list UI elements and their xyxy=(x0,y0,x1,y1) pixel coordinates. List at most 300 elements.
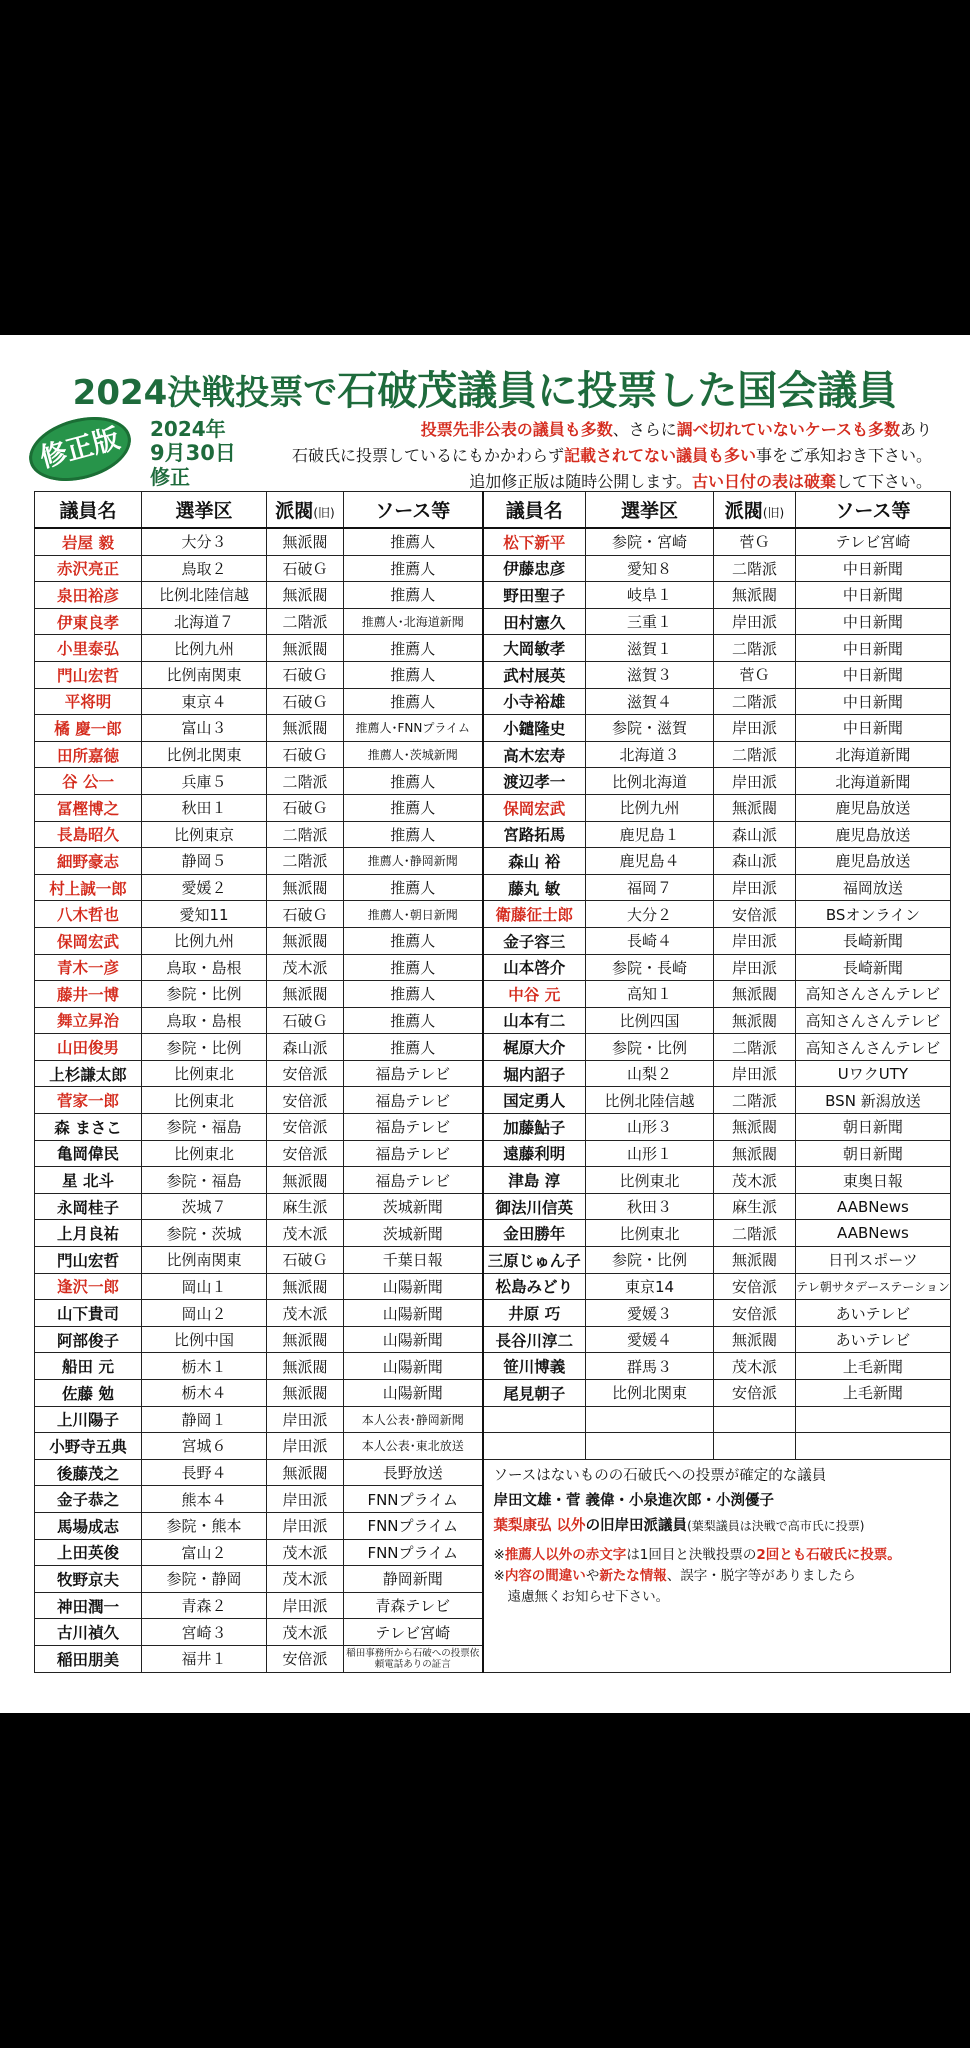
member-source: 推薦人 xyxy=(344,1034,483,1061)
box-text: ※ xyxy=(493,1546,505,1563)
member-faction: 二階派 xyxy=(714,1220,796,1247)
member-district: 比例九州 xyxy=(586,794,714,821)
member-district: 長崎４ xyxy=(586,927,714,954)
member-district: 静岡５ xyxy=(142,848,267,875)
note-emph: 古い日付の表は破棄 xyxy=(691,472,836,491)
member-district: 滋賀１ xyxy=(586,635,714,662)
member-faction: 無派閥 xyxy=(267,874,344,901)
box-text: の旧岸田派議員 xyxy=(585,1517,688,1534)
member-faction: 菅Ｇ xyxy=(714,661,796,688)
header-faction-sub: (旧) xyxy=(762,506,785,520)
member-source: 長崎新聞 xyxy=(796,927,951,954)
member-faction: 安倍派 xyxy=(714,901,796,928)
member-name: 上川陽子 xyxy=(35,1406,142,1433)
member-name: 小鑓隆史 xyxy=(483,715,586,742)
table-row xyxy=(35,741,951,768)
box-text: (葉梨議員は決戦で高市氏に投票) xyxy=(687,1518,865,1533)
member-name: 田所嘉徳 xyxy=(35,741,142,768)
member-faction: 茂木派 xyxy=(267,1220,344,1247)
member-faction: 茂木派 xyxy=(267,1566,344,1593)
member-source: 北海道新聞 xyxy=(796,768,951,795)
member-source: BSN 新潟放送 xyxy=(796,1087,951,1114)
member-faction: 無派閥 xyxy=(714,1140,796,1167)
member-source: 静岡新聞 xyxy=(344,1566,483,1593)
member-source: テレビ宮崎 xyxy=(796,528,951,555)
table-row xyxy=(35,768,951,795)
member-district: 秋田３ xyxy=(586,1193,714,1220)
member-faction: 石破Ｇ xyxy=(267,555,344,582)
member-name: 山本啓介 xyxy=(483,954,586,981)
member-district: 静岡１ xyxy=(142,1406,267,1433)
table-row xyxy=(35,874,951,901)
member-name: 馬場成志 xyxy=(35,1512,142,1539)
header-district: 選挙区 xyxy=(142,492,267,529)
table-row xyxy=(35,1220,951,1247)
member-name: 笹川博義 xyxy=(483,1353,586,1380)
table-row xyxy=(35,1193,951,1220)
member-district: 山梨２ xyxy=(586,1060,714,1087)
member-district: 参院・比例 xyxy=(142,1034,267,1061)
empty-cell xyxy=(796,1433,951,1460)
member-source: 鹿児島放送 xyxy=(796,794,951,821)
member-district: 岡山２ xyxy=(142,1300,267,1327)
member-district: 長野４ xyxy=(142,1459,267,1486)
header-faction xyxy=(267,492,344,529)
member-source: 推薦人 xyxy=(344,794,483,821)
member-faction: 無派閥 xyxy=(714,1007,796,1034)
member-source: 福島テレビ xyxy=(344,1167,483,1194)
box-emph: 2回とも石破氏に投票。 xyxy=(756,1546,901,1563)
member-source: 推薦人 xyxy=(344,661,483,688)
member-faction: 無派閥 xyxy=(267,635,344,662)
member-faction: 二階派 xyxy=(714,1034,796,1061)
member-faction: 二階派 xyxy=(267,608,344,635)
table-row xyxy=(35,1326,951,1353)
member-district: 比例東北 xyxy=(142,1060,267,1087)
member-name: 三原じゅん子 xyxy=(483,1247,586,1274)
table-row xyxy=(35,1273,951,1300)
member-faction: 石破Ｇ xyxy=(267,688,344,715)
member-district: 参院・滋賀 xyxy=(586,715,714,742)
member-district: 比例東北 xyxy=(142,1140,267,1167)
note-emph: 調べ切れていないケースも多数 xyxy=(676,420,900,439)
member-source: UワクUTY xyxy=(796,1060,951,1087)
member-source: 中日新聞 xyxy=(796,715,951,742)
note-text: 石破氏に投票しているにもかかわらず xyxy=(291,446,564,465)
member-name: 上杉謙太郎 xyxy=(35,1060,142,1087)
member-faction: 二階派 xyxy=(714,1087,796,1114)
box-line-1: ソースはないものの石破氏への投票が確定的な議員 xyxy=(493,1467,827,1484)
member-name: 国定勇人 xyxy=(483,1087,586,1114)
member-district: 比例九州 xyxy=(142,927,267,954)
member-source: 推薦人 xyxy=(344,635,483,662)
member-name: 梶原大介 xyxy=(483,1034,586,1061)
empty-cell xyxy=(483,1433,586,1460)
member-name: 逢沢一郎 xyxy=(35,1273,142,1300)
box-line-5 xyxy=(494,1566,940,1587)
member-source: 福島テレビ xyxy=(344,1087,483,1114)
note-line-1 xyxy=(232,417,932,443)
table-row xyxy=(35,1007,951,1034)
member-source: 青森テレビ xyxy=(344,1592,483,1619)
member-name: 佐藤 勉 xyxy=(35,1380,142,1407)
member-source: 中日新聞 xyxy=(796,661,951,688)
table-row xyxy=(35,981,951,1008)
member-district: 宮崎３ xyxy=(142,1619,267,1646)
member-faction: 安倍派 xyxy=(267,1645,344,1672)
member-faction: 無派閥 xyxy=(267,1353,344,1380)
header-faction-right xyxy=(714,492,796,529)
member-source: 推薦人 xyxy=(344,927,483,954)
box-line-6: 遠慮無くお知らせ下さい。 xyxy=(507,1588,670,1605)
member-district: 愛知８ xyxy=(586,555,714,582)
table-row xyxy=(35,1247,951,1274)
member-faction: 石破Ｇ xyxy=(267,741,344,768)
table-row xyxy=(35,1380,951,1407)
member-source: 推薦人 xyxy=(344,821,483,848)
table-row xyxy=(35,715,951,742)
member-name: 松下新平 xyxy=(483,528,586,555)
member-source: 茨城新聞 xyxy=(344,1193,483,1220)
member-district: 群馬３ xyxy=(586,1353,714,1380)
member-name: 藤井一博 xyxy=(35,981,142,1008)
table-row xyxy=(35,528,951,555)
member-name: 堀内詔子 xyxy=(483,1060,586,1087)
member-source: 上毛新聞 xyxy=(796,1380,951,1407)
member-source: 福島テレビ xyxy=(344,1114,483,1141)
member-name: 加藤鮎子 xyxy=(483,1114,586,1141)
member-source: テレ朝サタデーステーション xyxy=(796,1273,951,1300)
member-faction: 岸田派 xyxy=(714,768,796,795)
member-name: 八木哲也 xyxy=(35,901,142,928)
member-source: 茨城新聞 xyxy=(344,1220,483,1247)
member-faction: 二階派 xyxy=(267,768,344,795)
member-name: 舞立昇治 xyxy=(35,1007,142,1034)
table-row xyxy=(35,794,951,821)
member-name: 橘 慶一郎 xyxy=(35,715,142,742)
empty-cell xyxy=(714,1406,796,1433)
member-name: 金田勝年 xyxy=(483,1220,586,1247)
member-faction: 麻生派 xyxy=(714,1193,796,1220)
member-name: 星 北斗 xyxy=(35,1167,142,1194)
member-faction: 岸田派 xyxy=(267,1406,344,1433)
note-text: して下さい。 xyxy=(835,472,932,491)
member-district: 比例東京 xyxy=(142,821,267,848)
member-faction: 無派閥 xyxy=(714,794,796,821)
member-name: 谷 公一 xyxy=(35,768,142,795)
member-source: AABNews xyxy=(796,1193,951,1220)
member-name: 長島昭久 xyxy=(35,821,142,848)
member-faction: 岸田派 xyxy=(267,1592,344,1619)
member-district: 滋賀４ xyxy=(586,688,714,715)
member-name: 後藤茂之 xyxy=(35,1459,142,1486)
table-row xyxy=(35,1087,951,1114)
member-faction: 麻生派 xyxy=(267,1193,344,1220)
member-source: 日刊スポーツ xyxy=(796,1247,951,1274)
member-faction: 岸田派 xyxy=(267,1512,344,1539)
member-faction: 安倍派 xyxy=(267,1087,344,1114)
member-source: 推薦人 xyxy=(344,582,483,609)
box-emph: 内容の間違い xyxy=(504,1567,586,1584)
member-faction: 無派閥 xyxy=(267,1167,344,1194)
header-source: ソース等 xyxy=(344,492,483,529)
table-row xyxy=(35,1353,951,1380)
member-faction: 茂木派 xyxy=(267,1539,344,1566)
member-source: 北海道新聞 xyxy=(796,741,951,768)
member-district: 比例北陸信越 xyxy=(142,582,267,609)
note-text: 追加修正版は随時公開します。 xyxy=(469,472,692,491)
member-faction: 二階派 xyxy=(267,821,344,848)
member-faction: 無派閥 xyxy=(267,1326,344,1353)
member-name: 長谷川淳二 xyxy=(483,1326,586,1353)
member-district: 比例南関東 xyxy=(142,661,267,688)
notes-box xyxy=(483,1459,951,1672)
member-source: 推薦人 xyxy=(344,954,483,981)
member-name: 松島みどり xyxy=(483,1273,586,1300)
members-table xyxy=(34,491,951,1673)
member-faction: 無派閥 xyxy=(267,582,344,609)
date-day: 9月30日 xyxy=(150,441,236,465)
member-name: 森山 裕 xyxy=(483,848,586,875)
member-district: 参院・比例 xyxy=(142,981,267,1008)
member-name: 金子容三 xyxy=(483,927,586,954)
member-faction: 二階派 xyxy=(714,635,796,662)
table-row xyxy=(35,661,951,688)
member-source: 朝日新聞 xyxy=(796,1114,951,1141)
box-emph: 新たな情報 xyxy=(599,1567,667,1584)
member-name: 伊藤忠彦 xyxy=(483,555,586,582)
member-district: 宮城６ xyxy=(142,1433,267,1460)
member-faction: 森山派 xyxy=(267,1034,344,1061)
member-source: 推薦人 xyxy=(344,688,483,715)
member-faction: 無派閥 xyxy=(714,981,796,1008)
member-name: 中谷 元 xyxy=(483,981,586,1008)
member-district: 熊本４ xyxy=(142,1486,267,1513)
member-faction: 無派閥 xyxy=(267,1273,344,1300)
table-row xyxy=(35,927,951,954)
member-faction: 岸田派 xyxy=(714,715,796,742)
member-name: 菅家一郎 xyxy=(35,1087,142,1114)
table-row xyxy=(35,608,951,635)
box-line-2: 岸田文雄・菅 義偉・小泉進次郎・小渕優子 xyxy=(493,1492,775,1509)
empty-cell xyxy=(586,1433,714,1460)
member-faction: 二階派 xyxy=(714,555,796,582)
member-faction: 安倍派 xyxy=(714,1380,796,1407)
member-district: 滋賀３ xyxy=(586,661,714,688)
header-faction-sub: (旧) xyxy=(313,506,335,520)
member-district: 福井１ xyxy=(142,1645,267,1672)
member-name: 高木宏寿 xyxy=(483,741,586,768)
member-district: 岐阜１ xyxy=(586,582,714,609)
member-name: 山田俊男 xyxy=(35,1034,142,1061)
member-source: FNNプライム xyxy=(344,1512,483,1539)
member-source: テレビ宮崎 xyxy=(344,1619,483,1646)
member-source: あいテレビ xyxy=(796,1326,951,1353)
member-source: 推薦人 xyxy=(344,768,483,795)
member-faction: 無派閥 xyxy=(714,582,796,609)
member-source: 推薦人 xyxy=(344,528,483,555)
table-row xyxy=(35,688,951,715)
member-faction: 安倍派 xyxy=(267,1114,344,1141)
member-source: 山陽新聞 xyxy=(344,1353,483,1380)
member-source: 本人公表･静岡新聞 xyxy=(344,1406,483,1433)
member-faction: 安倍派 xyxy=(714,1273,796,1300)
member-source: 山陽新聞 xyxy=(344,1380,483,1407)
member-name: 武村展英 xyxy=(483,661,586,688)
member-name: 森 まさこ xyxy=(35,1114,142,1141)
member-district: 比例東北 xyxy=(586,1220,714,1247)
member-name: 細野豪志 xyxy=(35,848,142,875)
member-district: 栃木１ xyxy=(142,1353,267,1380)
member-name: 上田英俊 xyxy=(35,1539,142,1566)
table-row xyxy=(35,1167,951,1194)
member-faction: 無派閥 xyxy=(714,1326,796,1353)
header-faction-label: 派閥 xyxy=(724,500,763,522)
member-source: 中日新聞 xyxy=(796,688,951,715)
date-year: 2024年 xyxy=(150,417,226,441)
title-year: 2024 xyxy=(72,373,168,413)
member-name: 門山宏哲 xyxy=(35,1247,142,1274)
header-faction-label: 派閥 xyxy=(275,500,314,522)
member-faction: 無派閥 xyxy=(714,1247,796,1274)
member-source: 長崎新聞 xyxy=(796,954,951,981)
member-faction: 岸田派 xyxy=(714,927,796,954)
member-district: 鳥取２ xyxy=(142,555,267,582)
member-name: 井原 巧 xyxy=(483,1300,586,1327)
table-header xyxy=(35,492,951,529)
member-name: 神田潤一 xyxy=(35,1592,142,1619)
member-district: 山形３ xyxy=(586,1114,714,1141)
member-source: 山陽新聞 xyxy=(344,1273,483,1300)
member-district: 比例北関東 xyxy=(142,741,267,768)
member-district: 富山２ xyxy=(142,1539,267,1566)
member-source: 推薦人 xyxy=(344,981,483,1008)
member-district: 愛媛２ xyxy=(142,874,267,901)
member-name: 宮路拓馬 xyxy=(483,821,586,848)
member-source: 推薦人･FNNプライム xyxy=(344,715,483,742)
member-source: 推薦人･静岡新聞 xyxy=(344,848,483,875)
member-source: 朝日新聞 xyxy=(796,1140,951,1167)
member-source: 中日新聞 xyxy=(796,582,951,609)
note-text: あり xyxy=(899,420,932,439)
title-part1: 決戦投票で xyxy=(167,373,338,413)
member-name: 伊東良孝 xyxy=(35,608,142,635)
member-name: 遠藤利明 xyxy=(483,1140,586,1167)
table-row xyxy=(35,954,951,981)
member-faction: 二階派 xyxy=(714,741,796,768)
empty-cell xyxy=(714,1433,796,1460)
member-source: 高知さんさんテレビ xyxy=(796,1007,951,1034)
member-faction: 無派閥 xyxy=(267,927,344,954)
box-text: 、誤字・脱字等がありましたら xyxy=(666,1567,856,1584)
member-name: 田村憲久 xyxy=(483,608,586,635)
member-district: 比例東北 xyxy=(142,1087,267,1114)
member-faction: 無派閥 xyxy=(267,715,344,742)
header-district-right: 選挙区 xyxy=(586,492,714,529)
member-faction: 岸田派 xyxy=(714,1060,796,1087)
member-name: 亀岡偉民 xyxy=(35,1140,142,1167)
member-district: 鹿児島１ xyxy=(586,821,714,848)
member-district: 富山３ xyxy=(142,715,267,742)
table-row xyxy=(35,1140,951,1167)
member-district: 栃木４ xyxy=(142,1380,267,1407)
member-source: 中日新聞 xyxy=(796,635,951,662)
member-district: 比例中国 xyxy=(142,1326,267,1353)
member-district: 大分３ xyxy=(142,528,267,555)
member-faction: 岸田派 xyxy=(714,608,796,635)
member-faction: 石破Ｇ xyxy=(267,794,344,821)
member-district: 愛知11 xyxy=(142,901,267,928)
page-title xyxy=(0,359,970,416)
table-row xyxy=(35,1034,951,1061)
member-name: 永岡桂子 xyxy=(35,1193,142,1220)
member-source: 推薦人 xyxy=(344,555,483,582)
table-row xyxy=(35,1459,951,1486)
member-faction: 安倍派 xyxy=(267,1140,344,1167)
member-district: 高知１ xyxy=(586,981,714,1008)
member-source: 中日新聞 xyxy=(796,608,951,635)
table-row xyxy=(35,1060,951,1087)
revision-date xyxy=(150,417,236,489)
member-district: 東京４ xyxy=(142,688,267,715)
member-district: 茨城７ xyxy=(142,1193,267,1220)
member-name: 渡辺孝一 xyxy=(483,768,586,795)
member-district: 参院・茨城 xyxy=(142,1220,267,1247)
header-name: 議員名 xyxy=(35,492,142,529)
member-faction: 無派閥 xyxy=(267,981,344,1008)
member-district: 参院・比例 xyxy=(586,1034,714,1061)
member-name: 保岡宏武 xyxy=(35,927,142,954)
member-faction: 石破Ｇ xyxy=(267,1007,344,1034)
member-name: 大岡敏孝 xyxy=(483,635,586,662)
member-name: 赤沢亮正 xyxy=(35,555,142,582)
member-name: 冨樫博之 xyxy=(35,794,142,821)
member-name: 金子恭之 xyxy=(35,1486,142,1513)
table-row xyxy=(35,635,951,662)
member-name: 衛藤征士郎 xyxy=(483,901,586,928)
table-row xyxy=(35,582,951,609)
member-source: 上毛新聞 xyxy=(796,1353,951,1380)
box-text: や xyxy=(585,1567,600,1584)
member-source: AABNews xyxy=(796,1220,951,1247)
member-source: 稲田事務所から石破への投票依頼電話ありの証言 xyxy=(344,1645,483,1672)
member-district: 愛媛３ xyxy=(586,1300,714,1327)
member-faction: 無派閥 xyxy=(267,1380,344,1407)
member-name: 御法川信英 xyxy=(483,1193,586,1220)
member-faction: 安倍派 xyxy=(267,1060,344,1087)
member-name: 稲田朋美 xyxy=(35,1645,142,1672)
member-name: 古川禎久 xyxy=(35,1619,142,1646)
member-source: 推薦人 xyxy=(344,1007,483,1034)
member-name: 小寺裕雄 xyxy=(483,688,586,715)
member-name: 船田 元 xyxy=(35,1353,142,1380)
note-text: 、さらに xyxy=(612,420,677,439)
empty-cell xyxy=(586,1406,714,1433)
title-part2: 石破茂議員に投票した国会議員 xyxy=(337,368,898,414)
member-faction: 茂木派 xyxy=(714,1167,796,1194)
member-district: 北海道３ xyxy=(586,741,714,768)
member-source: 高知さんさんテレビ xyxy=(796,1034,951,1061)
member-source: 中日新聞 xyxy=(796,555,951,582)
member-source: FNNプライム xyxy=(344,1539,483,1566)
member-faction: 茂木派 xyxy=(267,1300,344,1327)
note-line-2 xyxy=(232,443,932,469)
member-faction: 岸田派 xyxy=(267,1433,344,1460)
member-district: 参院・福島 xyxy=(142,1114,267,1141)
member-source: BSオンライン xyxy=(796,901,951,928)
empty-cell xyxy=(796,1406,951,1433)
header-name-right: 議員名 xyxy=(483,492,586,529)
